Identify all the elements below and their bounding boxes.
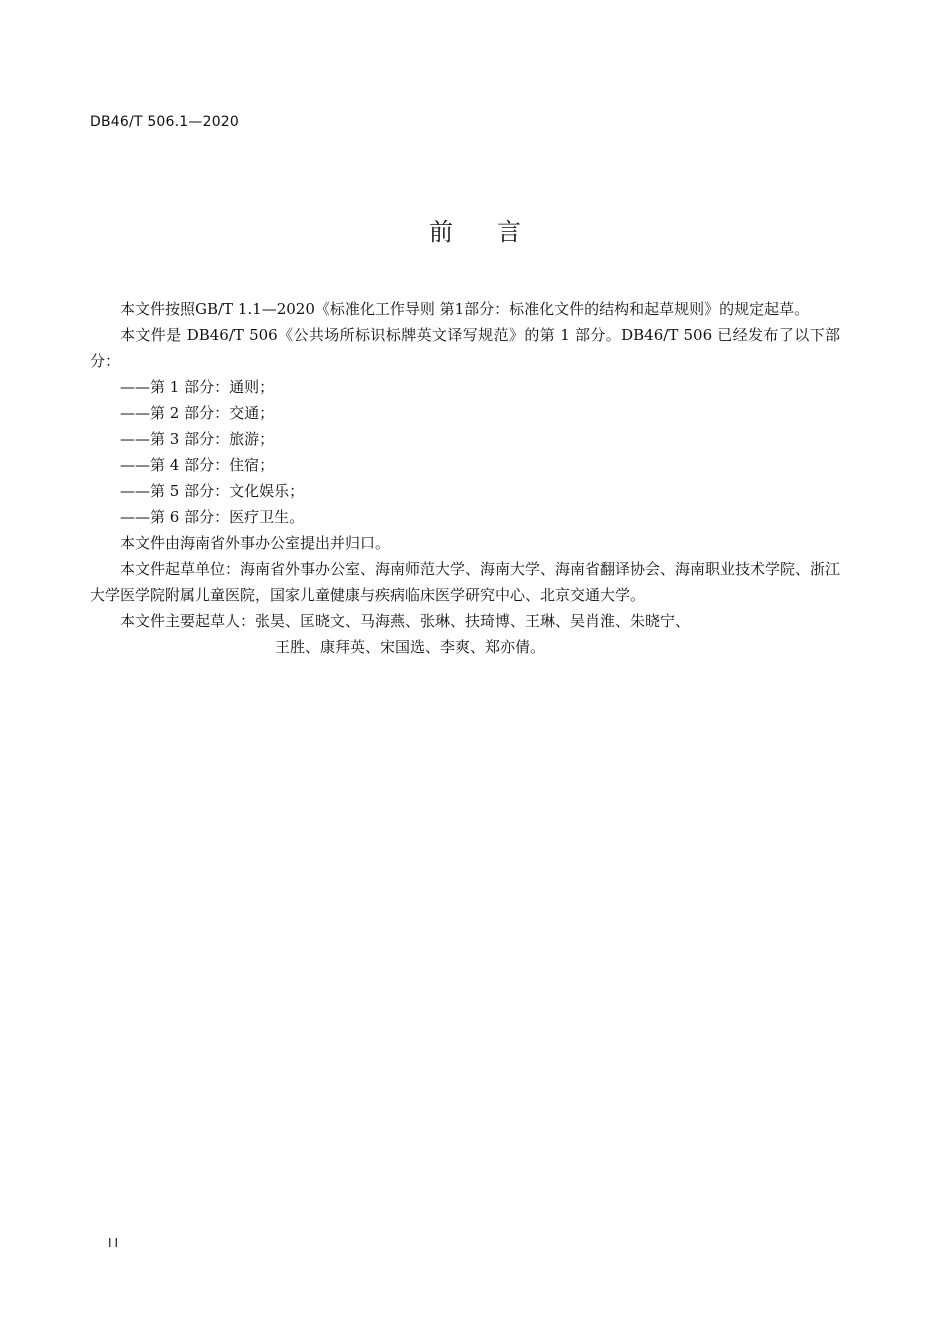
list-item: ——第 4 部分：住宿； [120, 456, 275, 474]
paragraph-drafting-basis: 本文件按照GB/T 1.1—2020《标准化工作导则 第1部分：标准化文件的结构和起草规则》的规定起草。 [120, 300, 810, 318]
list-item: ——第 5 部分：文化娱乐； [120, 482, 305, 500]
paragraph-drafters: 本文件主要起草人：张昊、匡晓文、马海燕、张琳、扶琦博、王琳、吴肖淮、朱晓宁、 [120, 612, 691, 630]
paragraph-proposer: 本文件由海南省外事办公室提出并归口。 [120, 534, 391, 552]
paragraph-drafters-continued: 王胜、康拜英、宋国选、李爽、郑亦倩。 [275, 638, 546, 656]
page-title: 前言 [429, 218, 565, 246]
document-code: DB46/T 506.1—2020 [90, 114, 240, 130]
foreword-body [90, 296, 840, 660]
paragraph-drafting-units: 本文件起草单位：海南省外事办公室、海南师范大学、海南大学、海南省翻译协会、海南职业技术学院、浙江大学医学院附属儿童医院，国家儿童健康与疾病临床医学研究中心、北京交通大学。 [90, 560, 841, 604]
list-item: ——第 1 部分：通则； [120, 378, 275, 396]
paragraph-series-info: 本文件是 DB46/T 506《公共场所标识标牌英文译写规范》的第 1 部分。DB46/T 506 已经发布了以下部分： [90, 326, 840, 370]
list-item: ——第 3 部分：旅游； [120, 430, 275, 448]
list-item: ——第 6 部分：医疗卫生。 [120, 508, 305, 526]
list-item: ——第 2 部分：交通； [120, 404, 275, 422]
page-number: II [108, 1236, 122, 1250]
